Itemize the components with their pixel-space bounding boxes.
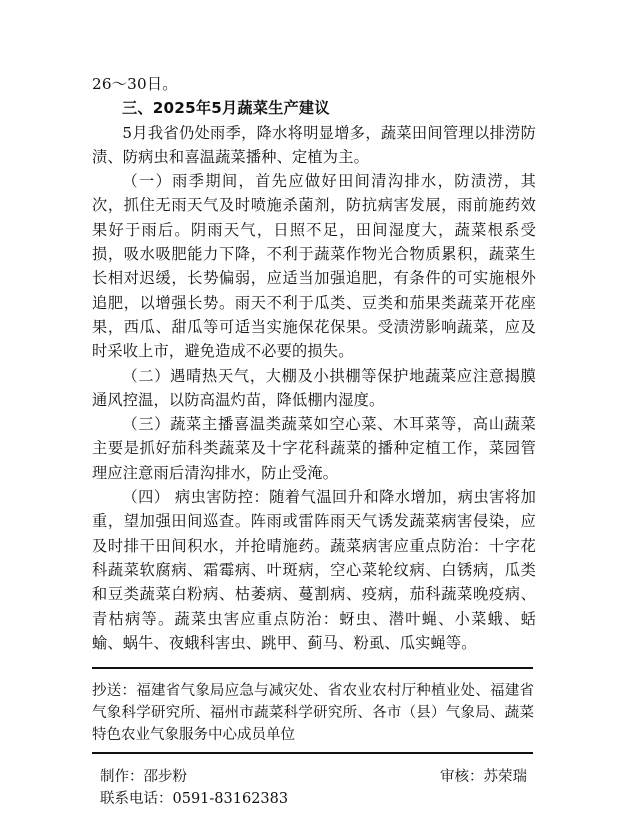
contact-phone: 联系电话：0591-83162383	[100, 791, 289, 807]
paragraph-3: （三）蔬菜主播喜温类蔬菜如空心菜、木耳菜等，高山蔬菜主要是抓好茄科类蔬菜及十字花科蔬菜的播种定植工作，菜园管理应注意雨后清沟排水，防止受淹。	[92, 415, 536, 482]
distribution-list	[92, 680, 534, 746]
divider-bottom	[92, 752, 533, 754]
paragraph-2: （二）遇晴热天气，大棚及小拱棚等保护地蔬菜应注意揭膜通风控温，以防高温灼苗，降低棚内湿度。	[92, 366, 536, 409]
section-title: 三、2025年5月蔬菜生产建议	[122, 99, 330, 118]
divider-top	[92, 667, 533, 669]
document-body	[92, 72, 536, 655]
distribution-text: 抄送：福建省气象局应急与减灾处、省农业农村厅种植业处、福建省气象科学研究所、福州市蔬菜科学研究所、各市（县）气象局、蔬菜特色农业气象服务中心成员单位	[92, 683, 534, 743]
producer: 制作：邵步粉	[100, 769, 187, 785]
carry-over-line: 26～30日。	[92, 75, 178, 93]
paragraph-4: （四） 病虫害防控：随着气温回升和降水增加，病虫害将加重，望加强田间巡查。阵雨或雷阵雨天气诱发蔬菜病害侵染，应及时排干田间积水，并抢晴施药。蔬菜病害应重点防治：十字花科蔬菜软腐病、霜霉病、叶斑病，空心菜轮纹病、白锈病，瓜类和豆类蔬菜白粉病、枯萎病、蔓割病、疫病，茄科蔬菜晚疫病、青枯病等。蔬菜虫害应重点防治：蚜虫、潜叶蝇、小菜蛾、蛞蝓、蜗牛、夜蛾科害虫、跳甲、蓟马、粉虱、瓜实蝇等。	[92, 488, 536, 652]
paragraph-intro: 5月我省仍处雨季，降水将明显增多，蔬菜田间管理以排涝防渍、防病虫和喜温蔬菜播种、定植为主。	[92, 123, 536, 166]
reviewer: 审核：苏荣瑞	[440, 769, 527, 785]
paragraph-1: （一）雨季期间，首先应做好田间清沟排水，防渍涝，其次，抓住无雨天气及时喷施杀菌剂，防抗病害发展，雨前施药效果好于雨后。阴雨天气，日照不足，田间湿度大，蔬菜根系受损，吸水吸肥能力下降，不利于蔬菜作物光合物质累积，蔬菜生长相对迟缓，长势偏弱，应适当加强追肥，有条件的可实施根外追肥，以增强长势。雨天不利于瓜类、豆类和茄果类蔬菜开花座果，西瓜、甜瓜等可适当实施保花保果。受渍涝影响蔬菜，应及时采收上市，避免造成不必要的损失。	[92, 172, 536, 361]
